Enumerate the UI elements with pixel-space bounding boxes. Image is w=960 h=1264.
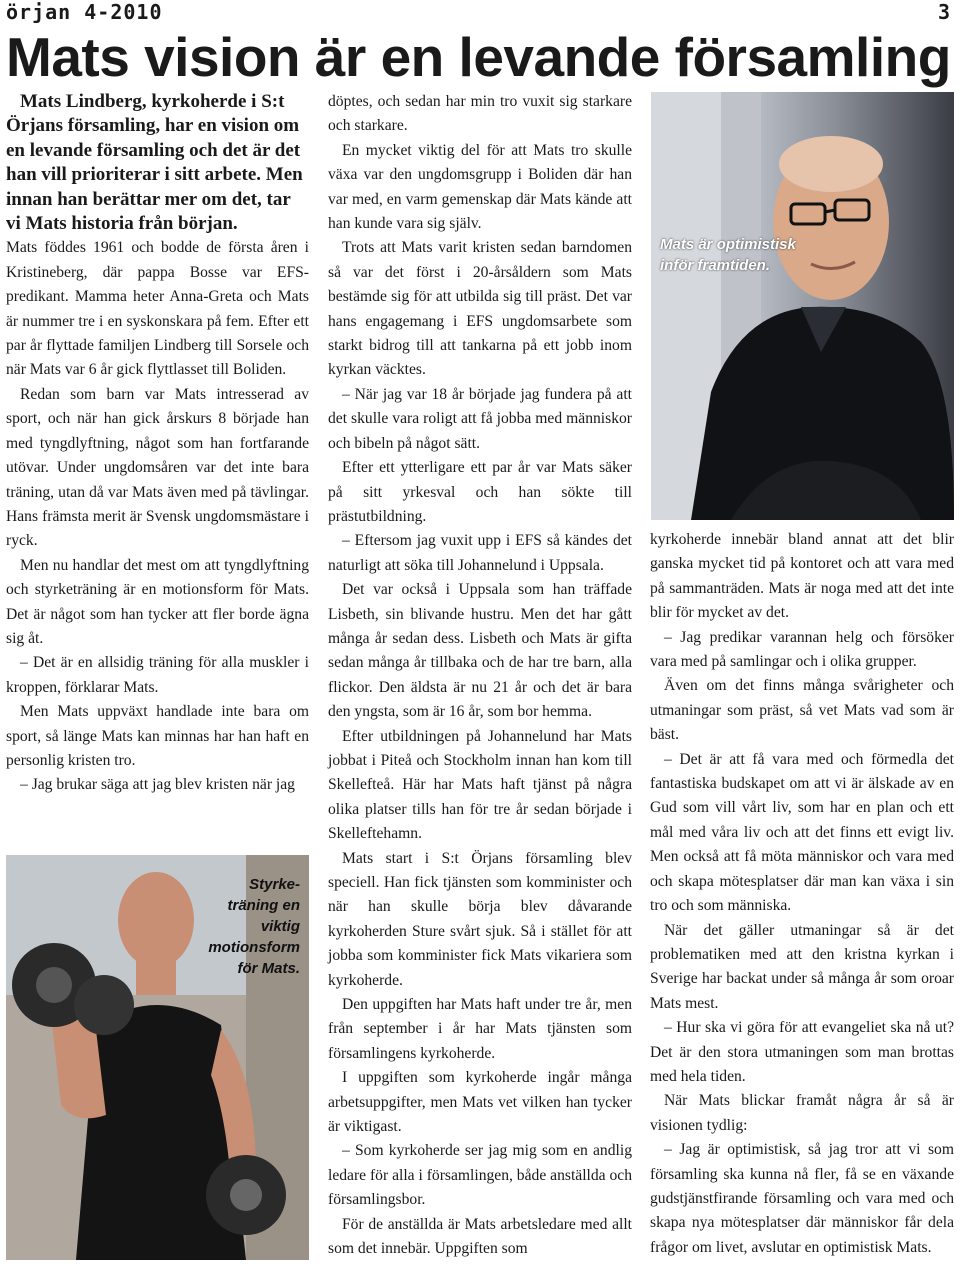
paragraph: kyrkoherde innebär bland annat att det blir ganska mycket tid på kontoret och att vara med på sammanträden. Mats är noga med att det inte blir för mycket av det. <box>650 531 954 622</box>
article-lead: Mats Lindberg, kyrkoherde i S:t Örjans församling, har en vision om en levande församling och det är det han vill prioriterar i sitt arbete. Men innan han berättar mer om det, tar vi Mats historia från början. <box>6 91 303 235</box>
paragraph: – Eftersom jag vuxit upp i EFS så kändes det naturligt att söka till Johannelund i Uppsala. <box>328 532 632 574</box>
paragraph: – Jag predikar varannan helg och försöker vara med på samlingar och i olika grupper. <box>650 628 954 671</box>
article-column-1 <box>6 90 309 798</box>
paragraph: – Det är att få vara med och förmedla det fantastiska budskapet om att vi är älskade av en Gud som vill vårt liv, som har en plan och ett mål med våra liv och att det finns ett evigt liv. Men också att få möta människor och vara med och skapa mötesplatser där man kan växa i sin tro och som människa. <box>650 750 954 915</box>
paragraph: – När jag var 18 år började jag fundera på att det skulle vara roligt att få jobba med människor och bibeln på något sätt. <box>328 385 632 452</box>
paragraph: döptes, och sedan har min tro vuxit sig starkare och starkare. <box>328 93 632 135</box>
paragraph: Mats föddes 1961 och bodde de första åren i Kristineberg, där pappa Bosse var EFS-predikant. Mamma heter Anna-Greta och Mats är nummer tre i en syskonskara på fem. Efter ett par år flyttade familjen Lindberg till Sorsele och när Mats var 6 år gick flyttlasset till Boliden. <box>6 239 309 379</box>
paragraph: Även om det finns många svårigheter och utmaningar som präst, så vet Mats vad som är bäst. <box>650 677 954 744</box>
article-title: Mats vision är en levande församling <box>6 26 951 88</box>
paragraph: Den uppgiften har Mats haft under tre år, men från september i år har Mats tjänsten som församlingens kyrkoherde. <box>328 996 632 1062</box>
paragraph: Efter ett ytterligare ett par år var Mats säker på sitt yrkesval och han sökte till prästutbildning. <box>328 459 632 525</box>
portrait-illustration <box>651 92 954 520</box>
paragraph: Men Mats uppväxt handlade inte bara om sport, så länge Mats kan minnas har han haft en personlig kristen tro. <box>6 703 309 769</box>
photo-caption-priest: Mats är optimistisk inför framtiden. <box>660 236 796 274</box>
portrait-photo <box>651 92 954 520</box>
paragraph: – Jag är optimistisk, så jag tror att vi som församling ska kunna nå fler, få se en växande gudstjänstfirande församling och vara med och skapa nya mötesplatser där människor får dela frågor om livet, avslutar en optimistisk Mats. <box>650 1141 954 1256</box>
paragraph: När Mats blickar framåt några år så är visionen tydlig: <box>650 1092 954 1134</box>
paragraph: Redan som barn var Mats intresserad av sport, och när han gick årskurs 8 började han med tyngdlyftning, något som han fortfarande utövar. Under ungdomsåren var det inte bara träning, utan då var Mats även med på tävlingar. Hans främsta merit är Svensk ungdomsmästare i ryck. <box>6 385 309 550</box>
paragraph: I uppgiften som kyrkoherde ingår många arbetsuppgifter, men Mats vet vilken han tycker är viktigast. <box>328 1069 632 1136</box>
article-column-3 <box>650 528 954 1260</box>
paragraph: – Som kyrkoherde ser jag mig som en andlig ledare för alla i församlingen, både anställda och församlingsbor. <box>328 1142 632 1209</box>
article-column-2 <box>328 90 632 1262</box>
paragraph: När det gäller utmaningar så är det problematiken med att den kristna kyrkan i Sverige har backat under så många år som oroar Mats mest. <box>650 921 954 1012</box>
paragraph: För de anställda är Mats arbetsledare med allt som det innebär. Uppgiften som <box>328 1215 632 1258</box>
paragraph: – Jag brukar säga att jag blev kristen när jag <box>20 776 295 794</box>
paragraph: Det var också i Uppsala som han träffade Lisbeth, sin blivande hustru. Men det har gått många år sedan dess. Lisbeth och Mats är gifta sedan många år tillbaka och de har tre barn, alla flickor. Den äldsta är nu 21 år och det är bara den yngsta, som är 16 år, som bor hemma. <box>328 581 632 721</box>
photo-caption-lift: Styrke-träning en viktig motionsform för Mats. <box>208 876 300 977</box>
issue-label: örjan 4-2010 <box>6 0 163 24</box>
paragraph: Men nu handlar det mest om att tyngdlyftning och styrketräning är en motionsform för Mats. Det är något som han tycker att fler borde ägna sig åt. <box>6 556 309 647</box>
paragraph: – Hur ska vi göra för att evangeliet ska nå ut? Det är den stora utmaningen som man brottas med hela tiden. <box>650 1019 954 1085</box>
page-number: 3 <box>937 0 950 24</box>
paragraph: Mats start i S:t Örjans församling blev speciell. Han fick tjänsten som komminister och när han skulle börja blev dåvarande kyrkoherden Sture svårt sjuk. Så i stället för att jobba som komminister fick Mats vikariera som kyrkoherde. <box>328 849 632 989</box>
paragraph: – Det är en allsidig träning för alla muskler i kroppen, förklarar Mats. <box>6 654 309 696</box>
paragraph: Trots att Mats varit kristen sedan barndomen så var det först i 20-årsåldern som Mats bestämde sig för att utbilda sig till präst. Det var hans engagemang i EFS ungdomsarbete som starkt bidrog till att tankarna på ett jobb inom kyrkan väcktes. <box>328 239 632 379</box>
paragraph: En mycket viktig del för att Mats tro skulle växa var den ungdomsgrupp i Boliden där han var med, en varm gemenskap där Mats kände att han kunde vara sig själv. <box>328 141 632 233</box>
paragraph: Efter utbildningen på Johannelund har Mats jobbat i Piteå och Stockholm innan han kom till Skellefteå. Här har Mats haft tjänst på några olika platser tills han för tre år sedan började i Skelleftehamn. <box>328 727 632 843</box>
